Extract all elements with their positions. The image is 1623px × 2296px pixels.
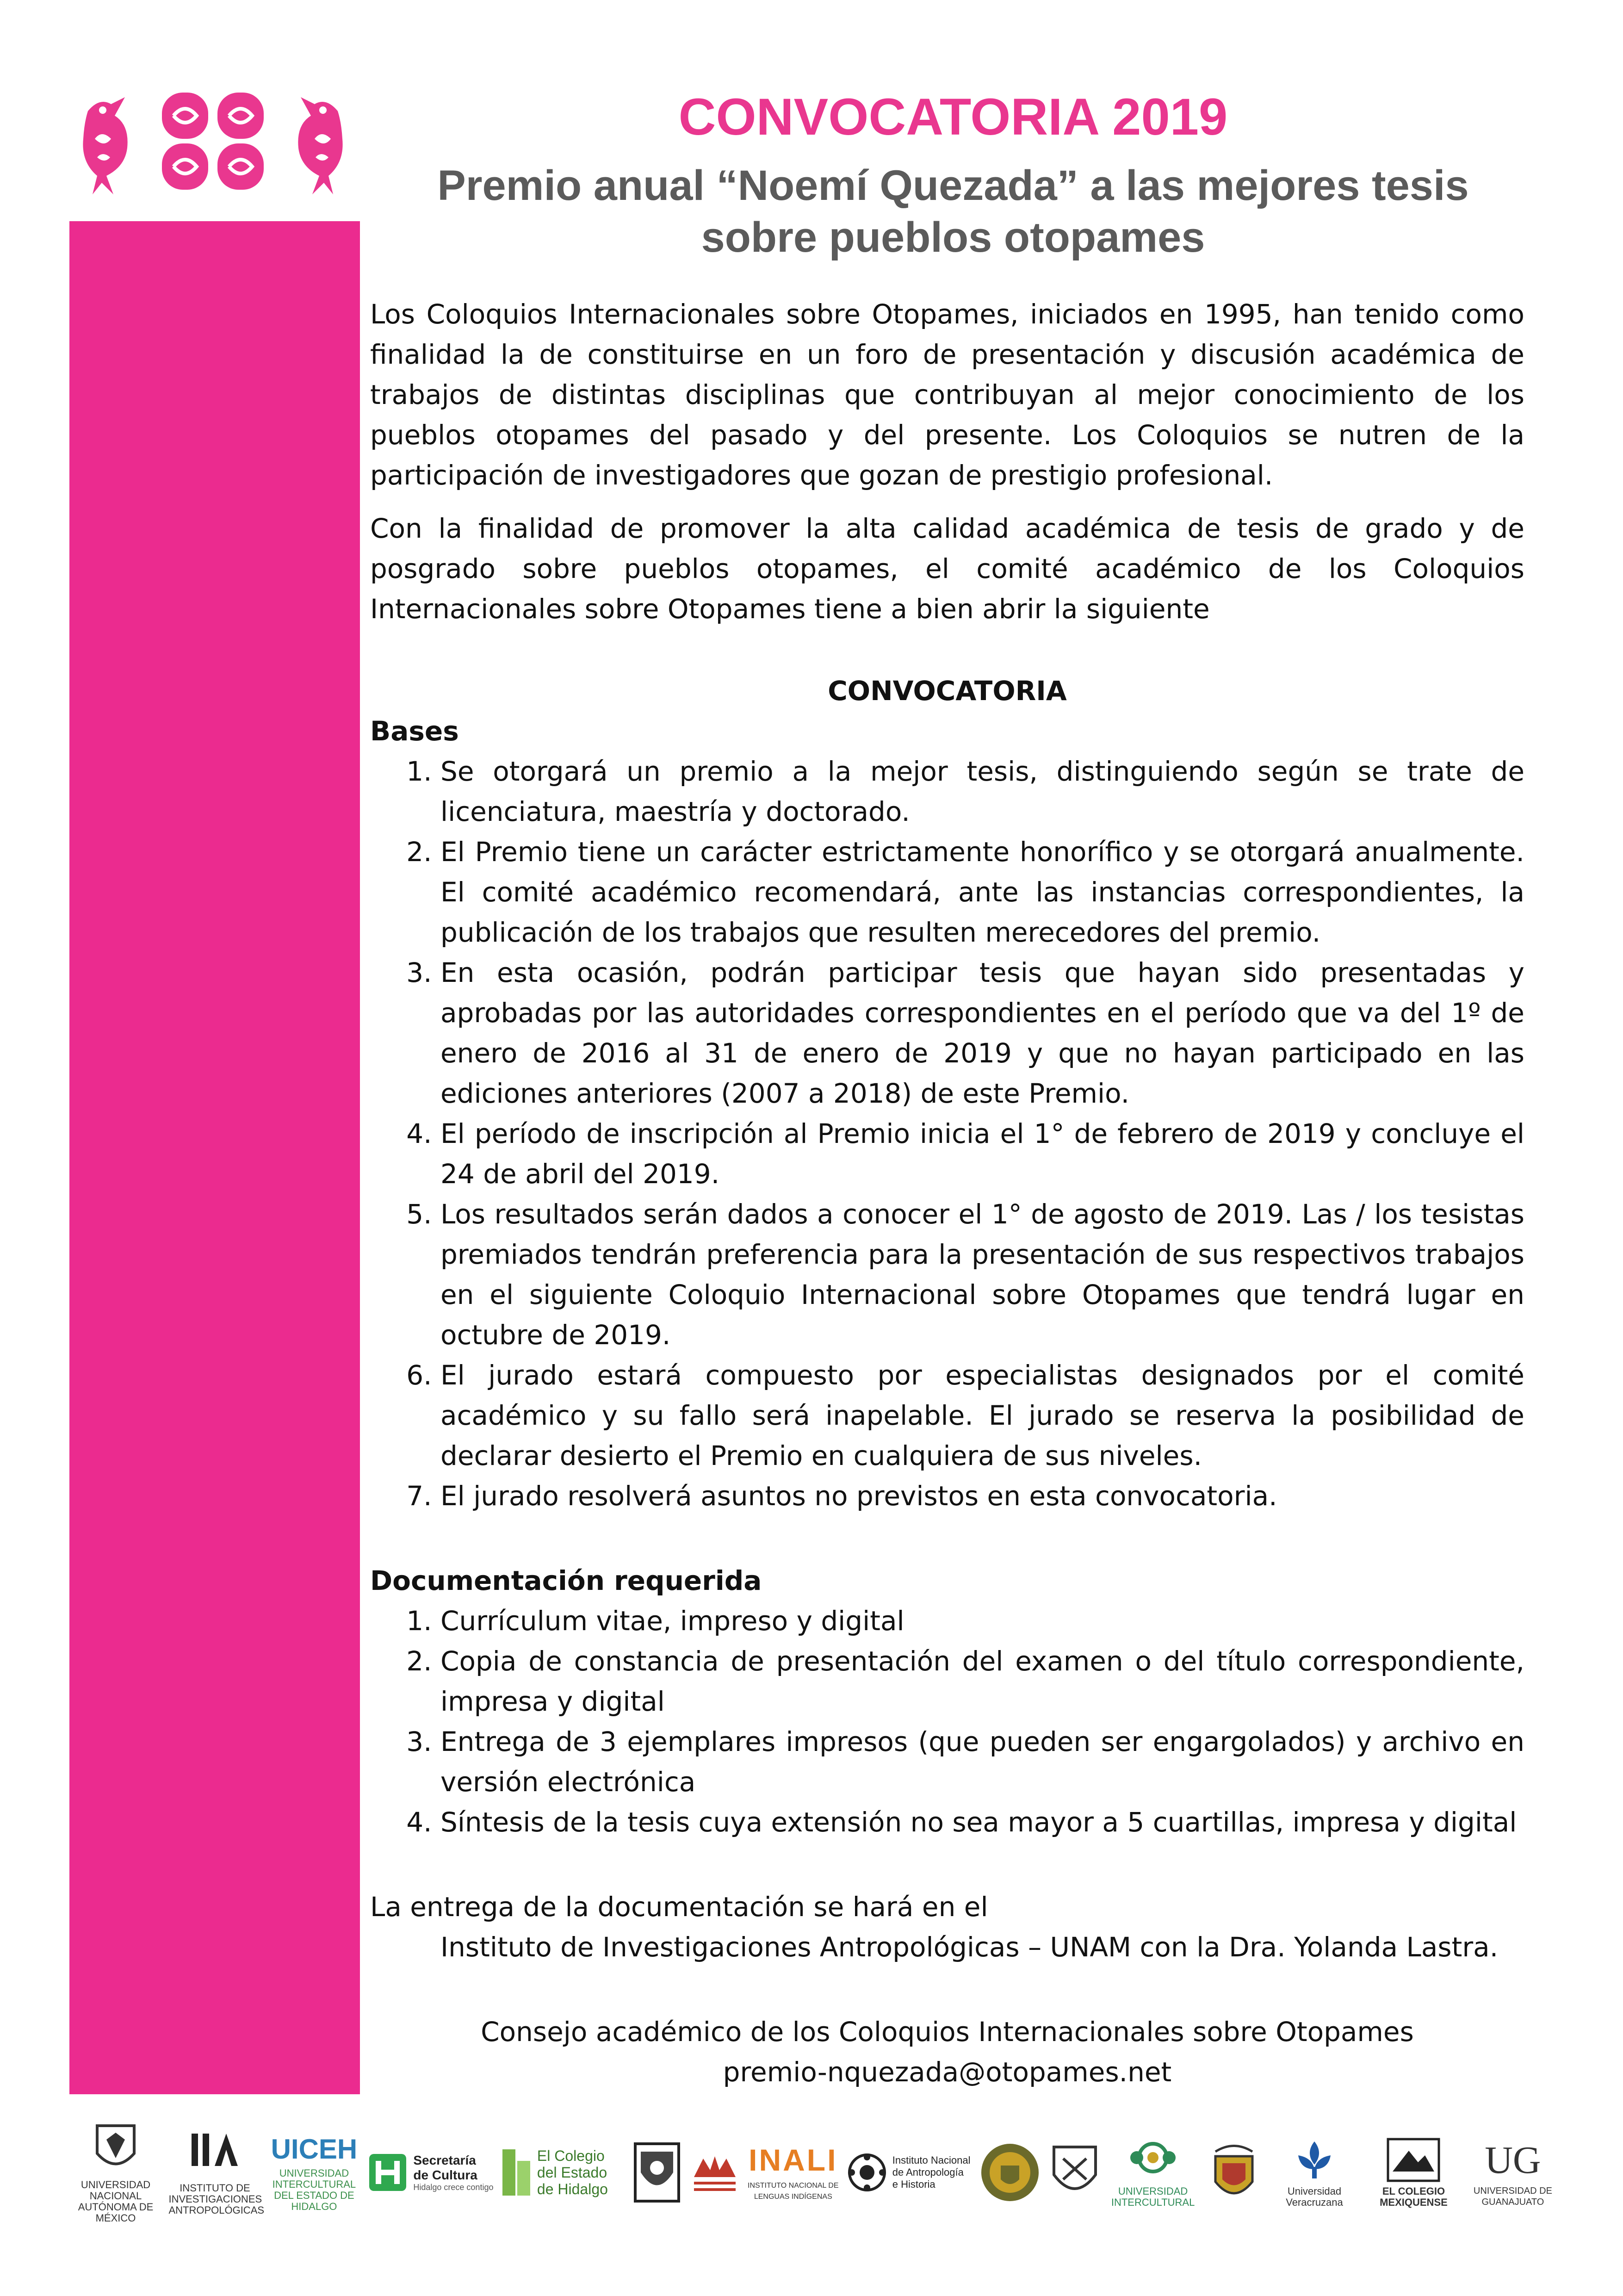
- uiem-ornament-icon: [1125, 2137, 1181, 2183]
- inah-glyph-icon: [846, 2152, 888, 2193]
- bases-item: 1. Se otorgará un premio a la mejor tesis, distinguiendo según se trate de licenciatura, maestría y doctorado.: [440, 751, 1524, 832]
- delivery-info: [370, 1887, 1524, 1967]
- convocatoria-heading: CONVOCATORIA: [828, 675, 1067, 707]
- page-title: CONVOCATORIA 2019: [678, 88, 1228, 146]
- institution-logos-row: [69, 2115, 1559, 2230]
- bases-item: 6. El jurado estará compuesto por especialistas designados por el comité académico y su fallo será inapelable. El jurado se reserva la posibilidad de declarar desierto el Premio en cualquiera de sus niveles.: [440, 1355, 1524, 1476]
- flower-icon: [162, 93, 264, 190]
- uv-flower-icon: [1289, 2137, 1340, 2183]
- council-signature: Consejo académico de los Coloquios Internacionales sobre Otopames: [481, 2016, 1414, 2048]
- bases-item: 5. Los resultados serán dados a conocer el 1° de agosto de 2019. Las / los tesistas premiados tendrán preferencia para la presentación de sus respectivos trabajos en el siguiente Coloquio Internacional sobre Otopames que tendrá lugar en octubre de 2019.: [440, 1194, 1524, 1355]
- bases-item: 7. El jurado resolverá asuntos no previstos en esta convocatoria.: [440, 1476, 1524, 1516]
- bases-heading: Bases: [370, 715, 459, 747]
- documentation-item: 3. Entrega de 3 ejemplares impresos (que pueden ser engargolados) y archivo en versión electrónica: [440, 1722, 1524, 1802]
- unam-logo: UNIVERSIDAD NACIONAL AUTÓNOMA DE MÉXICO: [69, 2121, 162, 2224]
- intro-paragraph-2: Con la finalidad de promover la alta calidad académica de tesis de grado y de posgrado sobre pueblos otopames, el comité académico de los Coloquios Internacionales sobre Otopames tiene a bien abrir la siguiente: [370, 513, 1524, 625]
- iia-mark-icon: [187, 2129, 242, 2180]
- intro-paragraph-1: Los Coloquios Internacionales sobre Otopames, iniciados en 1995, han tenido como finalidad la de constituirse en un foro de presentación y discusión académica de trabajos de distintas disciplinas que contribuyan al mejor conocimiento de los pueblos otopames del pasado y del presente. Los Coloquios se nutren de la participación de investigadores que gozan de prestigio profesional.: [370, 298, 1524, 491]
- inali-logo: INALI INSTITUTO NACIONAL DE LENGUAS INDÍGENAS: [748, 2143, 839, 2201]
- bases-item: 4. El período de inscripción al Premio inicia el 1° de febrero de 2019 y concluye el 24 de abril del 2019.: [440, 1114, 1524, 1194]
- universidad-guanajuato-logo: UG UNIVERSIDAD DE GUANAJUATO: [1473, 2138, 1552, 2207]
- hidalgo-h-icon: [367, 2152, 409, 2193]
- bases-item: 3. En esta ocasión, podrán participar tesis que hayan sido presentadas y aprobadas por las autoridades correspondientes en el período que va del 1º de enero de 2016 al 31 de enero de 2019 y que no hayan participado en las ediciones anteriores (2007 a 2018) de este Premio.: [440, 953, 1524, 1114]
- iia-logo: INSTITUTO DE INVESTIGACIONES ANTROPOLÓGICAS: [168, 2129, 261, 2216]
- uiceh-logo: UICEH UNIVERSIDAD INTERCULTURAL DEL ESTADO DE HIDALGO: [271, 2133, 358, 2212]
- document-body: [370, 294, 1524, 2092]
- signature-block: [370, 2012, 1524, 2092]
- contact-email[interactable]: premio-nquezada@otopames.net: [723, 2056, 1172, 2088]
- page-subtitle: [361, 160, 1545, 263]
- shield-icon: [1049, 2142, 1100, 2203]
- delivery-line-2: Instituto de Investigaciones Antropológicas – UNAM con la Dra. Yolanda Lastra.: [440, 1931, 1499, 1963]
- inah-logo: Instituto Nacional de Antropología e Historia: [846, 2152, 971, 2193]
- documentation-item: 1. Currículum vitae, impreso y digital: [440, 1601, 1524, 1641]
- coat-of-arms-logo: [632, 2140, 682, 2205]
- mountain-icon: [1386, 2137, 1441, 2183]
- documentation-heading: Documentación requerida: [370, 1565, 762, 1596]
- red-emblem-icon: [689, 2149, 740, 2196]
- university-seal-logo: [978, 2140, 1042, 2205]
- pink-side-bar: [69, 221, 360, 2094]
- university-seal-icon: [978, 2140, 1042, 2205]
- subtitle-line-2: sobre pueblos otopames: [701, 214, 1205, 261]
- bases-item: 2. El Premio tiene un carácter estrictamente honorífico y se otorgará anualmente. El comité académico recomendará, ante las instancias correspondientes, la publicación de los trabajos que resulten merecedores del premio.: [440, 832, 1524, 953]
- universidad-veracruzana-logo: Universidad Veracruzana: [1268, 2137, 1361, 2208]
- documentation-item: 4. Síntesis de la tesis cuya extensión no sea mayor a 5 cuartillas, impresa y digital: [440, 1802, 1524, 1843]
- secretaria-cultura-hidalgo-logo: Secretaría de Cultura Hidalgo crece contigo: [367, 2152, 493, 2193]
- benemerita-shield-logo: [1206, 2138, 1262, 2207]
- colegio-hidalgo-icon: [500, 2147, 533, 2198]
- bases-list: [370, 751, 1524, 1516]
- unam-crest-icon: [88, 2121, 143, 2177]
- documentation-list: [370, 1601, 1524, 1843]
- uiem-logo: UNIVERSIDAD INTERCULTURAL: [1107, 2137, 1199, 2208]
- red-emblem-logo: [689, 2149, 740, 2196]
- otopame-birds-flower-logo: [74, 83, 352, 199]
- subtitle-line-1: Premio anual “Noemí Quezada” a las mejores tesis: [437, 162, 1469, 209]
- delivery-line-1: La entrega de la documentación se hará en el: [370, 1891, 988, 1923]
- benemerita-shield-icon: [1206, 2138, 1262, 2207]
- shield-logo: [1049, 2142, 1100, 2203]
- colegio-hidalgo-logo: El Colegio del Estado de Hidalgo: [500, 2147, 625, 2198]
- documentation-item: 2. Copia de constancia de presentación del examen o del título correspondiente, impresa y digital: [440, 1641, 1524, 1722]
- colegio-mexiquense-logo: EL COLEGIO MEXIQUENSE: [1367, 2137, 1460, 2208]
- coat-of-arms-icon: [632, 2140, 682, 2205]
